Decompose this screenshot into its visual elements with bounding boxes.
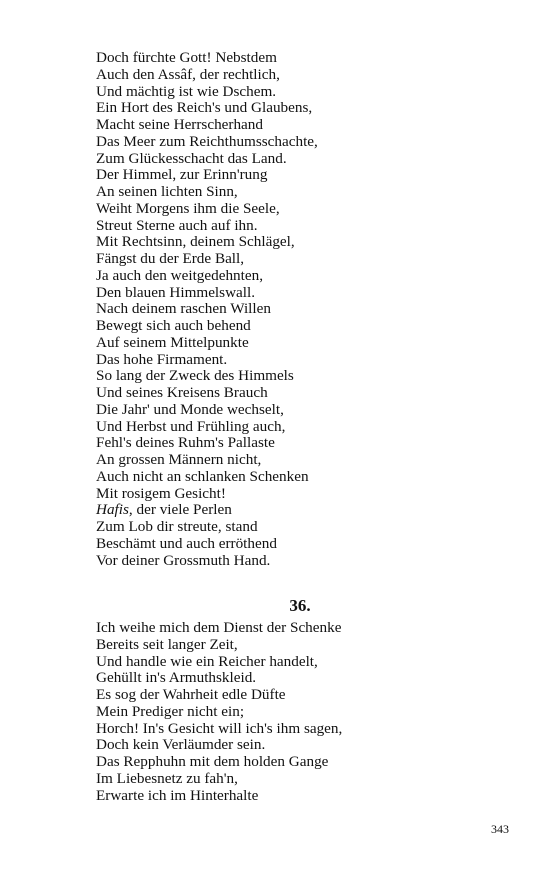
poem-number-heading: 36. (289, 596, 311, 615)
poem-line: Streut Sterne auch auf ihn. (96, 216, 258, 234)
poem-line: Beschämt und auch erröthend (96, 534, 277, 552)
poem-line: Doch fürchte Gott! Nebstdem (96, 49, 277, 66)
poem-line: Gehüllt in's Armuthskleid. (96, 669, 257, 687)
poem-line: Ich weihe mich dem Dienst der Schenke (96, 619, 342, 636)
poem-line: Zum Lob dir streute, stand (96, 518, 258, 535)
poem-line: Das hohe Firmament. (96, 350, 228, 368)
poem-line: An grossen Männern nicht, (96, 451, 262, 468)
poem-stanza-continued (96, 50, 318, 569)
poem-line: Das Meer zum Reichthumsschachte, (96, 132, 318, 150)
poem-line: Vor deiner Grossmuth Hand. (96, 551, 271, 569)
poem-line: Ein Hort des Reich's und Glaubens, (96, 99, 313, 117)
poem-line: Mein Prediger nicht ein; (96, 702, 245, 720)
poem-line: Mit Rechtsinn, deinem Schlägel, (96, 233, 295, 251)
poem-line: Die Jahr' und Monde wechselt, (96, 400, 284, 418)
poem-line: Und mächtig ist wie Dschem. (96, 82, 277, 100)
poem-line: Auch den Assâf, der rechtlich, (96, 65, 280, 83)
poem-line-italic-name: Hafis (96, 501, 129, 519)
poem-line: Und seines Kreisens Brauch (96, 384, 268, 401)
poem-line: Doch kein Verläumder sein. (96, 736, 266, 754)
poem-line: Und Herbst und Frühling auch, (96, 417, 286, 435)
poem-line: Fängst du der Erde Ball, (96, 250, 245, 267)
poem-line: Auch nicht an schlanken Schenken (96, 467, 309, 485)
poem-line: So lang der Zweck des Himmels (96, 367, 294, 385)
poem-line: Nach deinem raschen Willen (96, 300, 271, 318)
poem-line: Fehl's deines Ruhm's Pallaste (96, 434, 275, 452)
poem-line: Auf seinem Mittelpunkte (96, 333, 249, 351)
poem-stanza-36 (96, 620, 342, 804)
poem-line: Bereits seit langer Zeit, (96, 635, 238, 653)
poem-line: An seinen lichten Sinn, (96, 183, 238, 200)
poem-line: Und handle wie ein Reicher handelt, (96, 652, 318, 670)
poem-line: Horch! In's Gesicht will ich's ihm sagen, (96, 719, 343, 737)
poem-line: Mit rosigem Gesicht! (96, 484, 226, 502)
poem-line: Zum Glückesschacht das Land. (96, 149, 287, 167)
poem-line: Ja auch den weitgedehnten, (96, 266, 263, 284)
poem-line: Es sog der Wahrheit edle Düfte (96, 686, 286, 703)
poem-line (96, 502, 318, 519)
poem-line: Weiht Morgens ihm die Seele, (96, 199, 280, 217)
poem-line: Der Himmel, zur Erinn'rung (96, 166, 268, 184)
poem-line: Den blauen Himmelswall. (96, 283, 256, 301)
page-number: 343 (491, 822, 509, 836)
poem-line: Das Repphuhn mit dem holden Gange (96, 753, 329, 770)
poem-line: Erwarte ich im Hinterhalte (96, 786, 259, 804)
poem-line-text: , der viele Perlen (128, 501, 232, 519)
poem-line: Bewegt sich auch behend (96, 317, 251, 334)
poem-line: Macht seine Herrscherhand (96, 116, 263, 133)
poem-line: Im Liebesnetz zu fah'n, (96, 769, 238, 787)
